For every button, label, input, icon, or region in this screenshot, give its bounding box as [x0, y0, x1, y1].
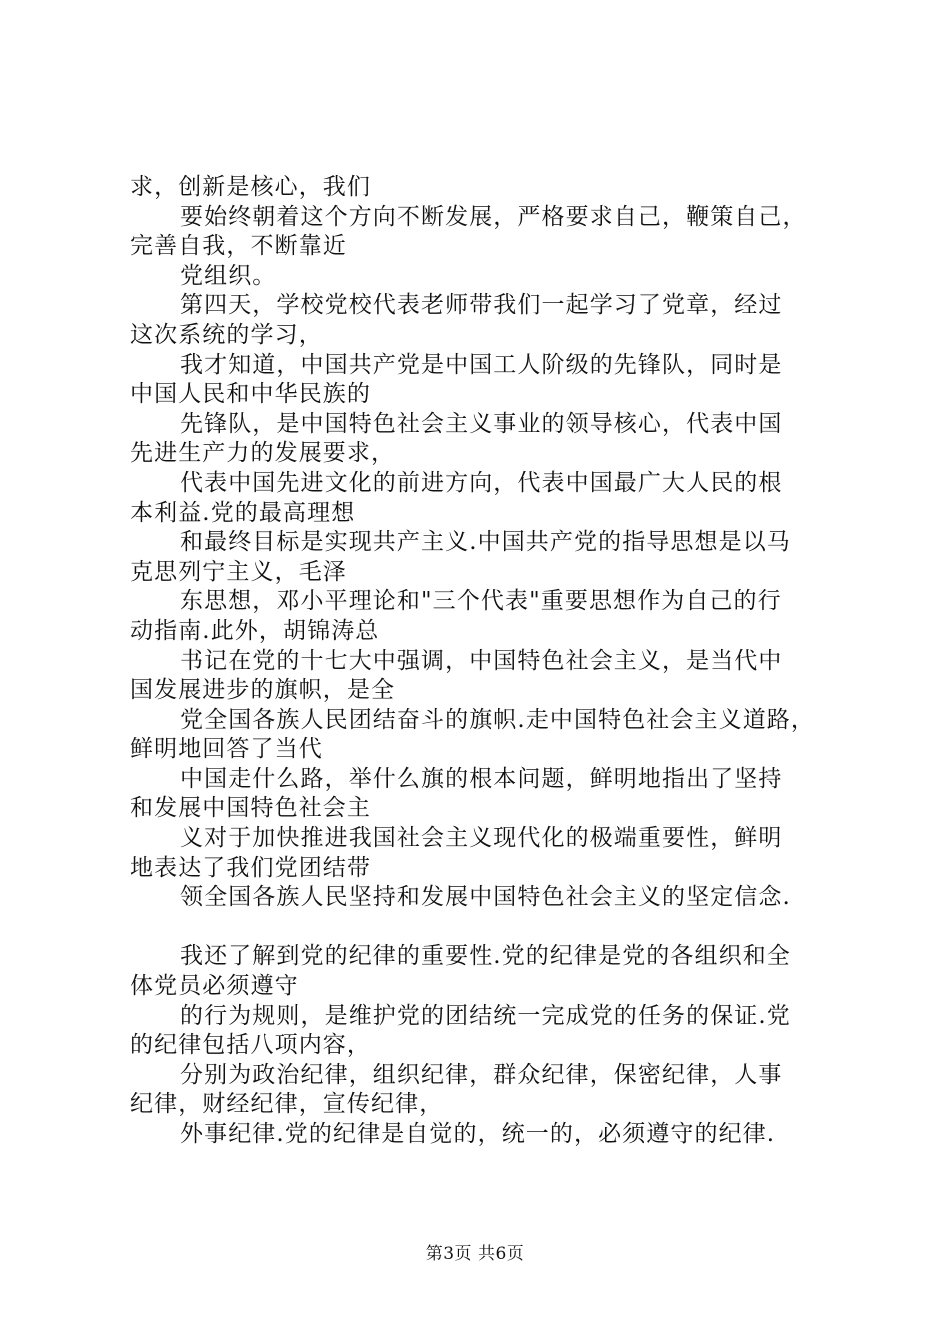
text-line: 党全国各族人民团结奋斗的旗帜.走中国特色社会主义道路， [180, 706, 816, 733]
text-line: 体党员必须遵守 [130, 973, 299, 1000]
text-line: 领全国各族人民坚持和发展中国特色社会主义的坚定信念. [180, 884, 791, 911]
text-line: 先锋队，是中国特色社会主义事业的领导核心，代表中国 [180, 410, 783, 437]
text-line: 中国走什么路，举什么旗的根本问题，鲜明地指出了坚持 [180, 765, 783, 792]
text-line: 地表达了我们党团结带 [130, 854, 371, 881]
text-line: 求，创新是核心，我们 [130, 174, 371, 200]
text-line: 先进生产力的发展要求， [130, 440, 396, 467]
text-line: 义对于加快推进我国社会主义现代化的极端重要性，鲜明 [180, 825, 783, 852]
text-line: 外事纪律.党的纪律是自觉的，统一的，必须遵守的纪律. [180, 1121, 776, 1147]
text-line: 和发展中国特色社会主 [130, 795, 371, 822]
text-line: 要始终朝着这个方向不断发展，严格要求自己，鞭策自己， [180, 203, 807, 230]
text-line: 分别为政治纪律，组织纪律，群众纪律，保密纪律，人事 [180, 1061, 783, 1088]
text-line: 动指南.此外，胡锦涛总 [130, 617, 380, 644]
page-number-footer: 第3页 共6页 [425, 1244, 525, 1264]
text-line: 本利益.党的最高理想 [130, 499, 356, 526]
text-line: 国发展进步的旗帜，是全 [130, 677, 396, 704]
text-line: 第四天，学校党校代表老师带我们一起学习了党章，经过 [180, 292, 783, 319]
document-body [130, 173, 830, 1150]
text-line: 鲜明地回答了当代 [130, 736, 323, 763]
text-line: 党组织。 [180, 262, 277, 289]
text-line: 中国人民和中华民族的 [130, 381, 371, 408]
text-line: 代表中国先进文化的前进方向，代表中国最广大人民的根 [180, 469, 783, 496]
text-line: 这次系统的学习， [130, 321, 323, 348]
text-line: 克思列宁主义，毛泽 [130, 558, 347, 585]
text-line: 我才知道，中国共产党是中国工人阶级的先锋队，同时是 [180, 351, 783, 378]
text-line: 书记在党的十七大中强调，中国特色社会主义，是当代中 [180, 647, 783, 674]
text-line: 的行为规则，是维护党的团结统一完成党的任务的保证.党 [180, 1002, 791, 1029]
text-line: 东思想，邓小平理论和"三个代表"重要思想作为自己的行 [180, 588, 782, 615]
paragraph-gap [130, 913, 830, 943]
text-line: 纪律，财经纪律，宣传纪律， [130, 1091, 444, 1118]
text-line: 和最终目标是实现共产主义.中国共产党的指导思想是以马 [180, 529, 791, 556]
text-line: 的纪律包括八项内容， [130, 1032, 371, 1059]
text-line: 我还了解到党的纪律的重要性.党的纪律是党的各组织和全 [180, 943, 791, 970]
text-line: 完善自我，不断靠近 [130, 233, 347, 260]
